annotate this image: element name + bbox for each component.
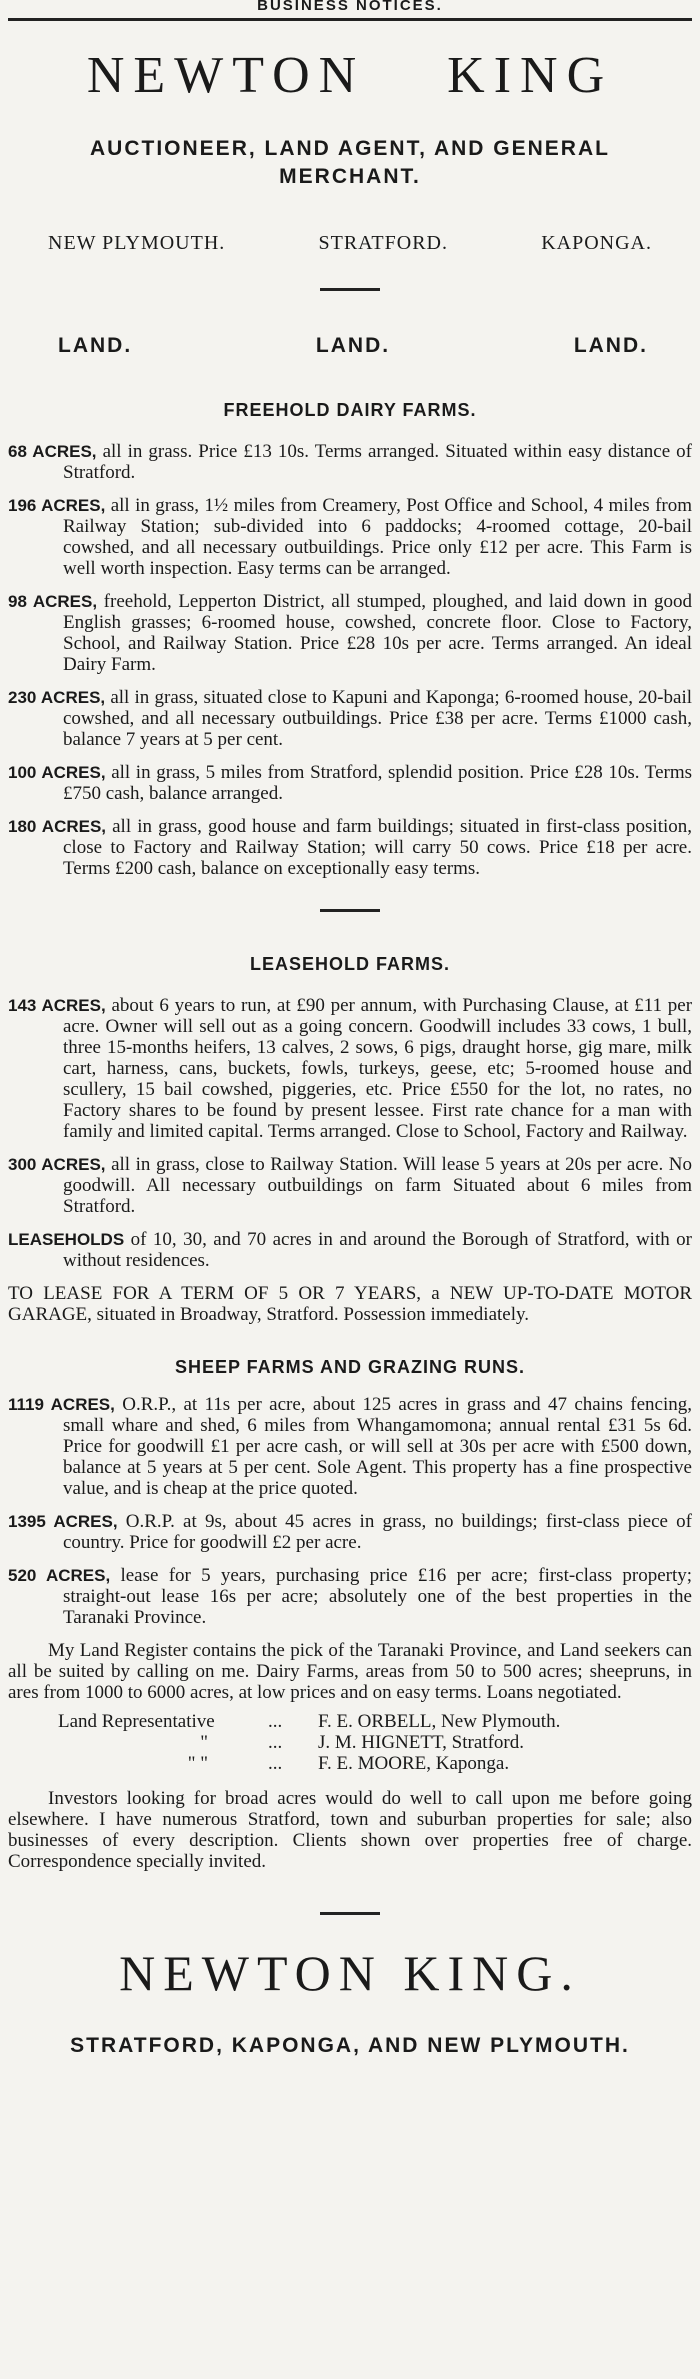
list-item	[8, 1394, 692, 1499]
item-text: all in grass. Price £13 10s. Terms arranged. Situated within easy distance of Stratford.	[63, 441, 693, 483]
masthead-name: NEWTON KING	[86, 47, 614, 104]
acres-label: 180 ACRES,	[8, 817, 107, 836]
representatives	[8, 1711, 692, 1774]
acres-label: 520 ACRES,	[8, 1566, 111, 1585]
acres-label: 98 ACRES,	[8, 592, 98, 611]
item-text: about 6 years to run, at £90 per annum, with Purchasing Clause, at £11 per acre. Owner will sell out as a going concern. Goodwill includes 33 cows, 1 bull, three 15-months heifers, 13 calves, 2 sows, 6 pigs, draught horse, gig mare, milk cart, harness, cans, buckets, fowls, turkeys, geese, etc; 5-roomed house and scullery, 15 bail cowshed, piggeries, etc. Price £550 for the lot, no rates, no Factory shares to be found by present lessee. First rate chance for a man with family and limited capital. Terms arranged. Close to School, Factory and Railway.	[63, 995, 693, 1142]
investors-text: Investors looking for broad acres would do well to call upon me before going elsewhere. I have numerous Stratford, town and suburban properties for sale; also businesses of every description. Clients shown over properties free of charge. Correspondence specially invited.	[8, 1788, 692, 1872]
freehold-heading: FREEHOLD DAIRY FARMS.	[223, 400, 477, 420]
rep-dots: ...	[268, 1753, 283, 1774]
section-header: BUSINESS NOTICES.	[257, 0, 443, 14]
item-text: all in grass, situated close to Kapuni and Kaponga; 6-roomed house, 20-bail cowshed, and all necessary outbuildings. Price £38 per acre. Terms £1000 cash, balance 7 years at 5 per cent.	[63, 687, 693, 750]
freehold-list	[8, 441, 692, 879]
rep-row	[58, 1732, 692, 1753]
acres-label: 1395 ACRES,	[8, 1512, 118, 1531]
rep-label: " "	[187, 1753, 208, 1774]
footer-towns: STRATFORD, KAPONGA, AND NEW PLYMOUTH.	[70, 2034, 630, 2057]
rep-row	[58, 1753, 692, 1774]
list-item	[8, 1154, 692, 1217]
list-item	[8, 495, 692, 579]
list-item	[8, 762, 692, 804]
land-label: LAND.	[573, 334, 648, 357]
sheep-list	[8, 1394, 692, 1872]
list-item	[8, 441, 692, 483]
rep-row	[58, 1711, 692, 1732]
list-item	[8, 591, 692, 675]
item-text: O.R.P. at 9s, about 45 acres in grass, no buildings; first-class piece of country. Price for goodwill £2 per acre.	[63, 1511, 692, 1553]
masthead-towns	[8, 233, 692, 254]
town-new-plymouth: NEW PLYMOUTH.	[48, 232, 226, 254]
item-text: O.R.P., at 11s per acre, about 125 acres in grass and 47 chains fencing, small whare and shed, 6 miles from Whangamomona; annual rental £31 5s 6d. Price for goodwill £1 per acre cash, or will sell at 30s per acre with £500 down, balance at 5 years at 5 per cent. Sole Agent. This property has a fine prospective value, and is cheap at the price quoted.	[63, 1394, 692, 1499]
list-item	[8, 687, 692, 750]
item-text: all in grass, 5 miles from Stratford, splendid position. Price £28 10s. Terms £750 cash, balance arranged.	[63, 762, 693, 804]
land-register-text: My Land Register contains the pick of the Taranaki Province, and Land seekers can all be suited by calling on me. Dairy Farms, areas from 50 to 500 acres; sheepruns, in ares from 1000 to 6000 acres, at low prices and on easy terms. Loans negotiated.	[8, 1640, 692, 1703]
acres-label: 68 ACRES,	[8, 442, 97, 461]
leasehold-list	[8, 995, 692, 1325]
list-item	[8, 995, 692, 1142]
list-item	[8, 1511, 692, 1553]
rep-name: J. M. HIGNETT, Stratford.	[318, 1732, 524, 1753]
list-item	[8, 816, 692, 879]
acres-label: 1119 ACRES,	[8, 1395, 115, 1414]
land-label: LAND.	[58, 334, 133, 357]
rep-name: F. E. MOORE, Kaponga.	[318, 1753, 510, 1774]
item-text: all in grass, 1½ miles from Creamery, Post Office and School, 4 miles from Railway Station; sub-divided into 6 paddocks; 4-roomed cottage, 20-bail cowshed, and all necessary outbuildings. Price only £12 per acre. This Farm is well worth inspection. Easy terms can be arranged.	[63, 495, 693, 579]
footer-name: NEWTON KING.	[119, 1945, 581, 2001]
item-text: of 10, 30, and 70 acres in and around the Borough of Stratford, with or without residences.	[63, 1229, 693, 1271]
land-row	[8, 335, 692, 356]
acres-label: LEASEHOLDS	[8, 1230, 125, 1249]
leasehold-heading: LEASEHOLD FARMS.	[249, 954, 450, 974]
acres-label: 230 ACRES,	[8, 688, 106, 707]
acres-label: 196 ACRES,	[8, 496, 106, 515]
rep-dots: ...	[268, 1711, 283, 1732]
divider	[320, 1912, 380, 1915]
town-stratford: STRATFORD.	[318, 232, 448, 254]
land-label: LAND.	[315, 334, 391, 357]
top-rule	[8, 18, 692, 21]
town-kaponga: KAPONGA.	[541, 232, 652, 254]
rep-name: F. E. ORBELL, New Plymouth.	[318, 1711, 561, 1732]
garage-notice: TO LEASE FOR A TERM OF 5 OR 7 YEARS, a NEW UP-TO-DATE MOTOR GARAGE, situated in Broadway, Stratford. Possession immediately.	[8, 1283, 692, 1325]
item-text: all in grass, good house and farm buildings; situated in first-class position, close to Factory and Railway Station; will carry 50 cows. Price £18 per acre. Terms £200 cash, balance on exceptionally easy terms.	[63, 816, 693, 879]
divider	[320, 288, 380, 291]
divider	[320, 909, 380, 912]
item-text: all in grass, close to Railway Station. Will lease 5 years at 20s per acre. No goodwill. All necessary outbuildings on farm Situated about 6 miles from Stratford.	[63, 1154, 693, 1217]
acres-label: 300 ACRES,	[8, 1155, 106, 1174]
sheep-heading: SHEEP FARMS AND GRAZING RUNS.	[174, 1357, 526, 1377]
acres-label: 143 ACRES,	[8, 996, 106, 1015]
rep-label: "	[200, 1732, 208, 1753]
acres-label: 100 ACRES,	[8, 763, 106, 782]
rep-dots: ...	[268, 1732, 283, 1753]
list-item	[8, 1565, 692, 1628]
item-text: freehold, Lepperton District, all stumped, ploughed, and laid down in good English grasses; 6-roomed house, cowshed, concrete floor. Close to Factory, School, and Railway Station. Price £28 10s per acre. Terms arranged. An ideal Dairy Farm.	[63, 591, 692, 675]
item-text: lease for 5 years, purchasing price £16 per acre; first-class property; straight-out lease 16s per acre; absolutely one of the best properties in the Taranaki Province.	[63, 1565, 693, 1628]
masthead-trade: AUCTIONEER, LAND AGENT, AND GENERAL MERCHANT.	[90, 137, 610, 188]
list-item	[8, 1229, 692, 1271]
rep-label: Land Representative	[58, 1711, 215, 1732]
